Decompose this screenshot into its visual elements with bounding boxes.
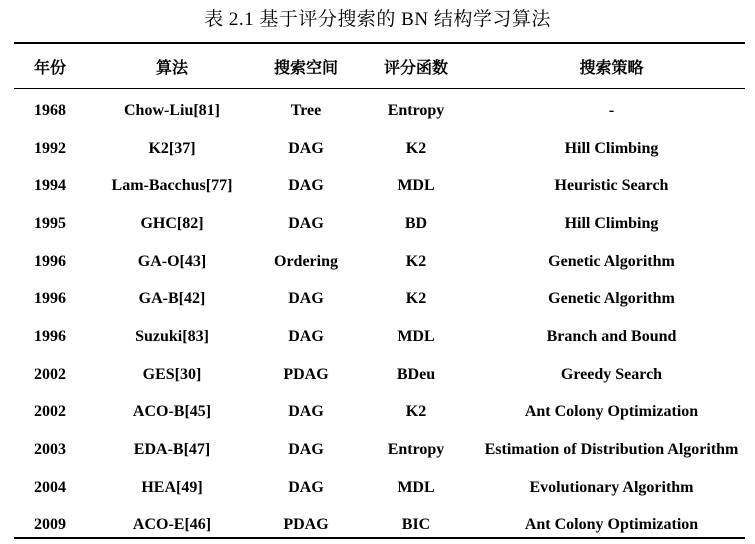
- cell-algorithm: GA-B[42]: [138, 290, 206, 308]
- table-row: [14, 205, 745, 243]
- cell-search-space: DAG: [288, 177, 324, 195]
- cell-search-strategy: Evolutionary Algorithm: [529, 478, 694, 496]
- cell-score-function: BD: [404, 214, 428, 232]
- cell-search-strategy: Hill Climbing: [564, 214, 659, 232]
- cell-score-function: BDeu: [396, 365, 436, 383]
- table-row: [14, 280, 745, 318]
- cell-algorithm: GA-O[43]: [137, 252, 207, 270]
- cell-search-space: Ordering: [274, 252, 338, 270]
- cell-search-strategy: Branch and Bound: [546, 327, 677, 345]
- cell-search-space: PDAG: [283, 365, 329, 383]
- cell-year: 1996: [34, 290, 66, 308]
- cell-search-strategy: Ant Colony Optimization: [524, 403, 699, 421]
- cell-search-strategy: -: [608, 101, 615, 119]
- cell-algorithm: EDA-B[47]: [133, 441, 211, 459]
- cell-algorithm: ACO-E[46]: [132, 516, 212, 534]
- cell-search-space: DAG: [288, 139, 324, 157]
- table-row: [14, 243, 745, 281]
- cell-algorithm: ACO-B[45]: [132, 403, 212, 421]
- header-score-function: 评分函数: [383, 59, 448, 77]
- cell-search-space: DAG: [288, 403, 324, 421]
- cell-algorithm: K2[37]: [148, 139, 196, 157]
- table-row: [14, 318, 745, 356]
- cell-score-function: BIC: [401, 516, 431, 534]
- cell-search-strategy: Greedy Search: [560, 365, 663, 383]
- header-year: 年份: [33, 59, 66, 77]
- cell-score-function: MDL: [397, 327, 435, 345]
- cell-search-strategy: Genetic Algorithm: [548, 290, 675, 308]
- cell-search-strategy: Genetic Algorithm: [548, 252, 675, 270]
- table-row: [14, 167, 745, 205]
- cell-year: 1996: [34, 327, 66, 345]
- cell-year: 1994: [34, 177, 66, 195]
- cell-year: 2002: [34, 365, 66, 383]
- table-row: [14, 356, 745, 394]
- cell-score-function: MDL: [397, 177, 435, 195]
- cell-algorithm: GES[30]: [142, 365, 202, 383]
- header-search-strategy: 搜索策略: [579, 59, 644, 77]
- table-row: [14, 394, 745, 432]
- cell-search-space: DAG: [288, 214, 324, 232]
- cell-algorithm: Chow-Liu[81]: [123, 101, 220, 119]
- cell-search-space: DAG: [288, 441, 324, 459]
- cell-search-strategy: Ant Colony Optimization: [524, 516, 699, 534]
- table-row: [14, 130, 745, 168]
- cell-algorithm: Lam-Bacchus[77]: [111, 177, 233, 195]
- cell-year: 1992: [34, 139, 66, 157]
- cell-year: 1995: [34, 214, 66, 232]
- cell-year: 2004: [34, 478, 66, 496]
- table-row: [14, 431, 745, 469]
- cell-score-function: MDL: [397, 478, 435, 496]
- cell-year: 2003: [34, 441, 66, 459]
- table-caption: 表 2.1 基于评分搜索的 BN 结构学习算法: [204, 9, 551, 30]
- cell-algorithm: Suzuki[83]: [135, 327, 209, 345]
- cell-algorithm: GHC[82]: [140, 214, 204, 232]
- cell-algorithm: HEA[49]: [141, 478, 203, 496]
- cell-search-space: Tree: [290, 101, 322, 119]
- cell-year: 2002: [34, 403, 66, 421]
- header-search-space: 搜索空间: [273, 59, 338, 77]
- cell-score-function: K2: [405, 290, 427, 308]
- header-algorithm: 算法: [155, 59, 188, 77]
- table-row: [14, 469, 745, 507]
- cell-search-space: PDAG: [283, 516, 329, 534]
- cell-search-strategy: Hill Climbing: [564, 139, 659, 157]
- cell-score-function: K2: [405, 252, 427, 270]
- cell-year: 1968: [34, 101, 66, 119]
- cell-search-space: DAG: [288, 290, 324, 308]
- cell-search-space: DAG: [288, 478, 324, 496]
- cell-score-function: K2: [405, 139, 427, 157]
- cell-year: 2009: [34, 516, 66, 534]
- cell-search-strategy: Estimation of Distribution Algorithm: [484, 441, 739, 459]
- cell-search-space: DAG: [288, 327, 324, 345]
- table-row: [14, 507, 745, 544]
- header-row: [14, 44, 745, 88]
- cell-score-function: Entropy: [387, 101, 445, 119]
- cell-year: 1996: [34, 252, 66, 270]
- table-row: [14, 88, 745, 130]
- algorithms-table: [14, 44, 745, 544]
- cell-score-function: K2: [405, 403, 427, 421]
- cell-search-strategy: Heuristic Search: [554, 177, 669, 195]
- cell-score-function: Entropy: [387, 441, 445, 459]
